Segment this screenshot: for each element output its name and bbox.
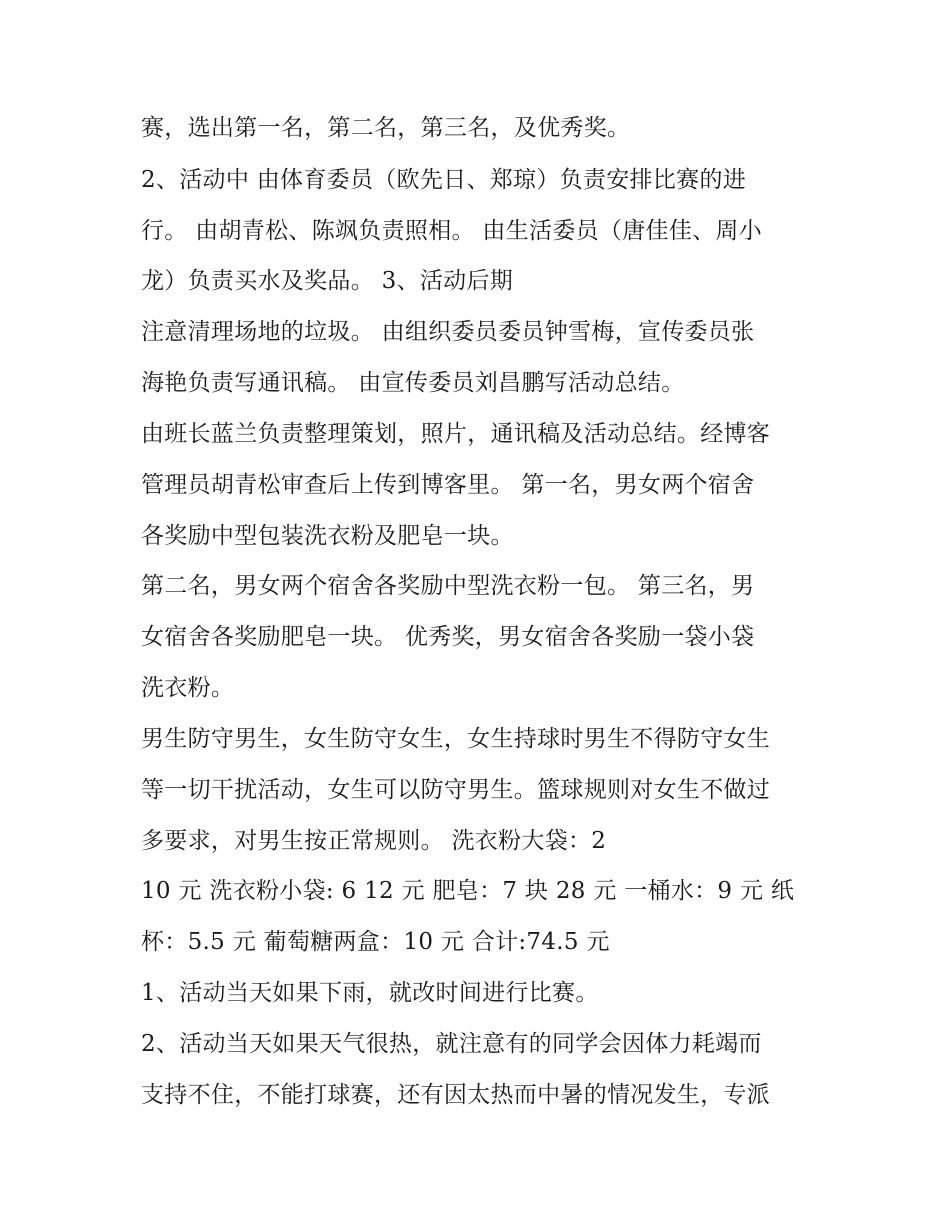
text-line: 第二名，男女两个宿舍各奖励中型洗衣粉一包。 第三名，男 [141,573,755,599]
text-line: 支持不住，不能打球赛，还有因太热而中暑的情况发生，专派 [141,1082,771,1108]
text-line: 2、活动当天如果天气很热，就注意有的同学会因体力耗竭而 [141,1031,762,1057]
text-line: 由班长蓝兰负责整理策划，照片，通讯稿及活动总结。经博客 [141,421,771,447]
text-line: 杯：5.5 元 葡萄糖两盒：10 元 合计:74.5 元 [141,929,610,955]
text-line: 2、活动中 由体育委员（欧先日、郑琼）负责安排比赛的进 [141,167,747,193]
text-line: 1、活动当天如果下雨，就改时间进行比赛。 [141,980,599,1006]
text-line: 海艳负责写通讯稿。 由宣传委员刘昌鹏写活动总结。 [141,370,685,396]
text-line: 等一切干扰活动，女生可以防守男生。篮球规则对女生不做过 [141,777,771,803]
text-line: 注意清理场地的垃圾。 由组织委员委员钟雪梅，宣传委员张 [141,319,755,345]
text-line: 男生防守男生，女生防守女生，女生持球时男生不得防守女生 [141,726,771,752]
text-line: 各奖励中型包装洗衣粉及肥皂一块。 [141,523,514,549]
text-line: 女宿舍各奖励肥皂一块。 优秀奖，男女宿舍各奖励一袋小袋 [141,624,755,650]
text-line: 赛，选出第一名，第二名，第三名，及优秀奖。 [141,115,631,141]
text-line: 龙）负责买水及奖品。 3、活动后期 [141,268,514,294]
text-line: 行。 由胡青松、陈飒负责照相。 由生活委员（唐佳佳、周小 [141,218,763,244]
text-line: 10 元 洗衣粉小袋: 6 12 元 肥皂：7 块 28 元 一桶水：9 元 纸 [141,878,795,904]
text-line: 多要求，对男生按正常规则。 洗衣粉大袋：2 [141,828,607,854]
text-line: 洗衣粉。 [141,675,235,701]
text-line: 管理员胡青松审查后上传到博客里。 第一名，男女两个宿舍 [141,472,755,498]
